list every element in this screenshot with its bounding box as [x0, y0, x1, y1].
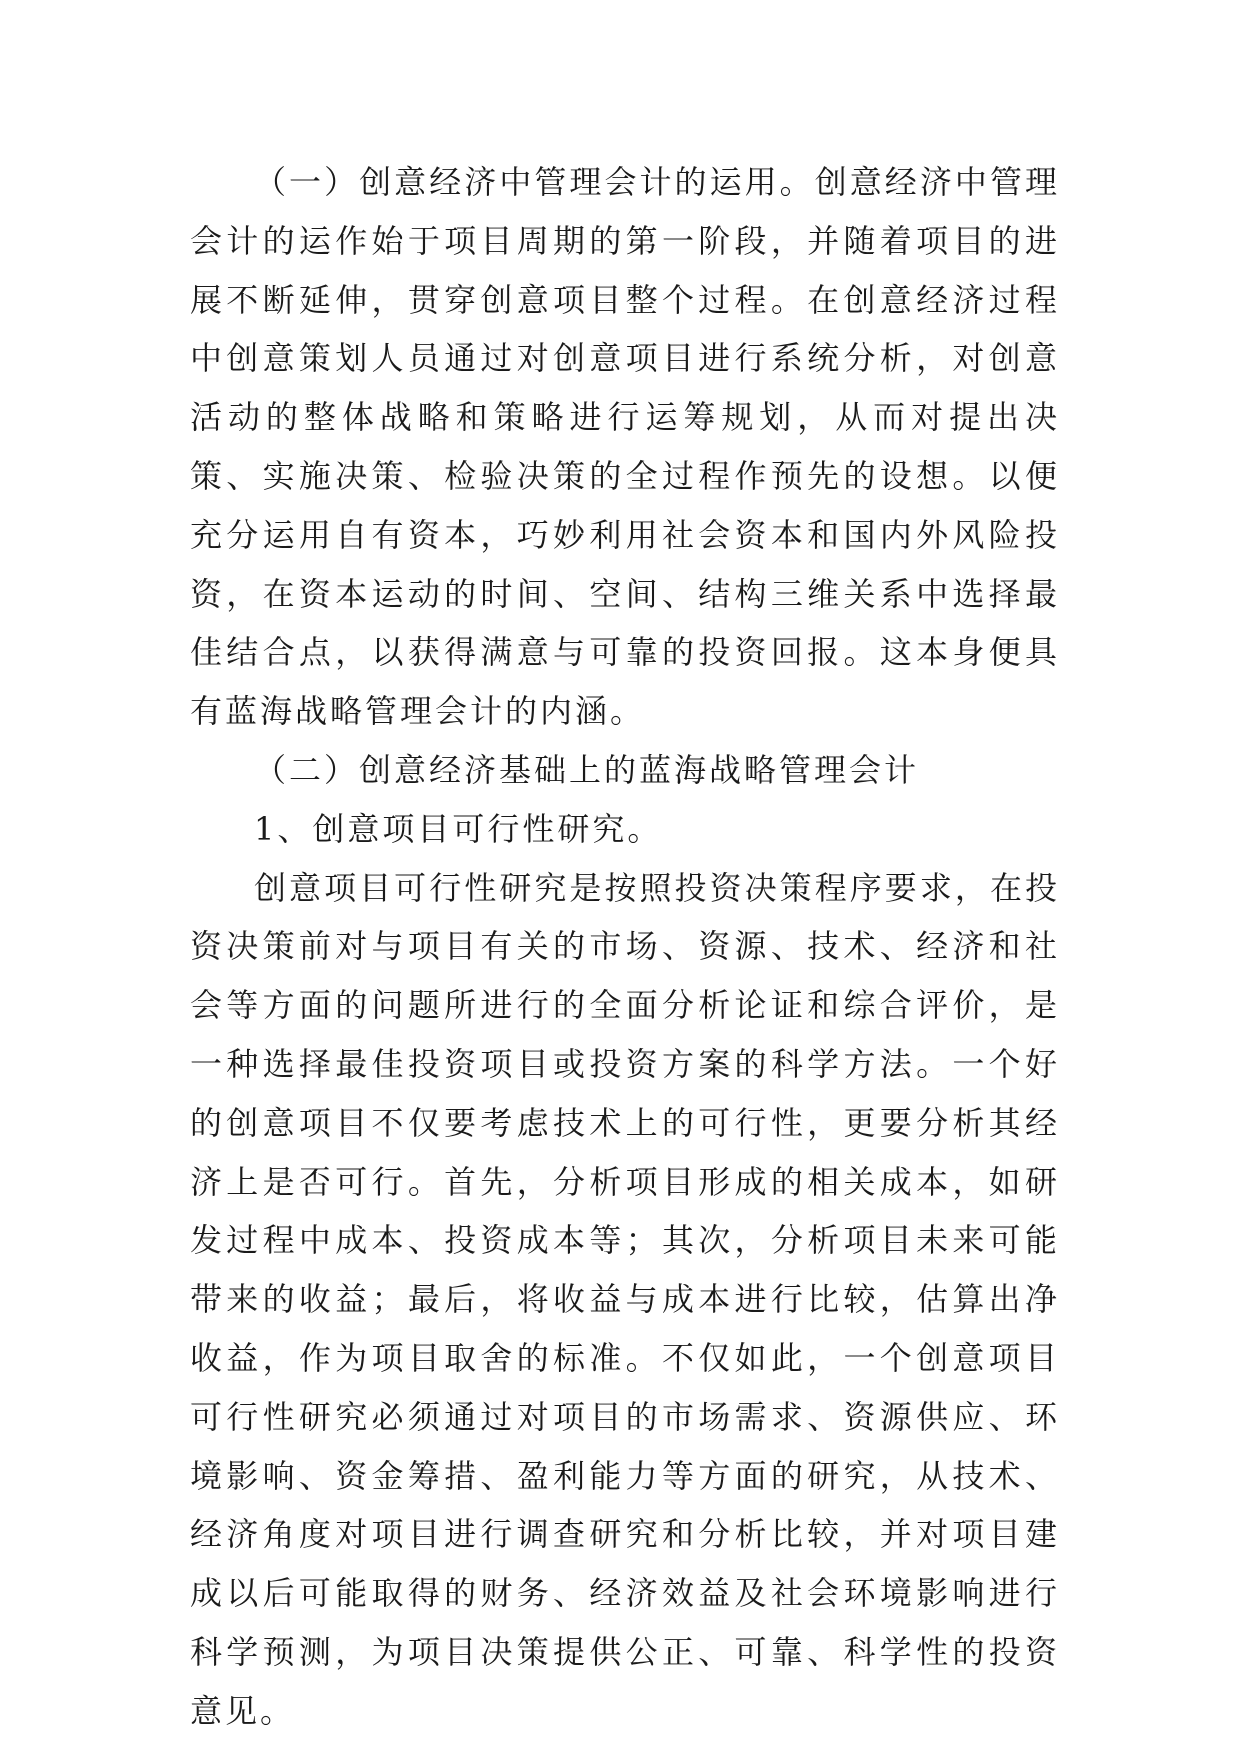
subsection-heading-feasibility-study: 1、创意项目可行性研究。 — [254, 809, 663, 848]
paragraph-feasibility-study: 创意项目可行性研究是按照投资决策程序要求，在投资决策前对与项目有关的市场、资源、技术、经济和社会等方面的问题所进行的全面分析论证和综合评价，是一种选择最佳投资项目或投资方案的科学方法。一个好的创意项目不仅要考虑技术上的可行性，更要分析其经济上是否可行。首先，分析项目形成的相关成本，如研发过程中成本、投资成本等；其次，分析项目未来可能带来的收益；最后，将收益与成本进行比较，估算出净收益，作为项目取舍的标准。不仅如此，一个创意项目可行性研究必须通过对项目的市场需求、资源供应、环境影响、资金筹措、盈利能力等方面的研究，从技术、经济角度对项目进行调查研究和分析比较，并对项目建成以后可能取得的财务、经济效益及社会环境影响进行科学预测，为项目决策提供公正、可靠、科学性的投资意见。 — [190, 868, 1060, 1730]
document-body — [190, 153, 1060, 1741]
section-heading-blue-ocean-strategy: （二）创意经济基础上的蓝海战略管理会计 — [254, 750, 920, 789]
paragraph-creative-economy-management-accounting: （一）创意经济中管理会计的运用。创意经济中管理会计的运作始于项目周期的第一阶段，并随着项目的进展不断延伸，贯穿创意项目整个过程。在创意经济过程中创意策划人员通过对创意项目进行系统分析，对创意活动的整体战略和策略进行运筹规划，从而对提出决策、实施决策、检验决策的全过程作预先的设想。以便充分运用自有资本，巧妙利用社会资本和国内外风险投资，在资本运动的时间、空间、结构三维关系中选择最佳结合点，以获得满意与可靠的投资回报。这本身便具有蓝海战略管理会计的内涵。 — [190, 163, 1060, 731]
